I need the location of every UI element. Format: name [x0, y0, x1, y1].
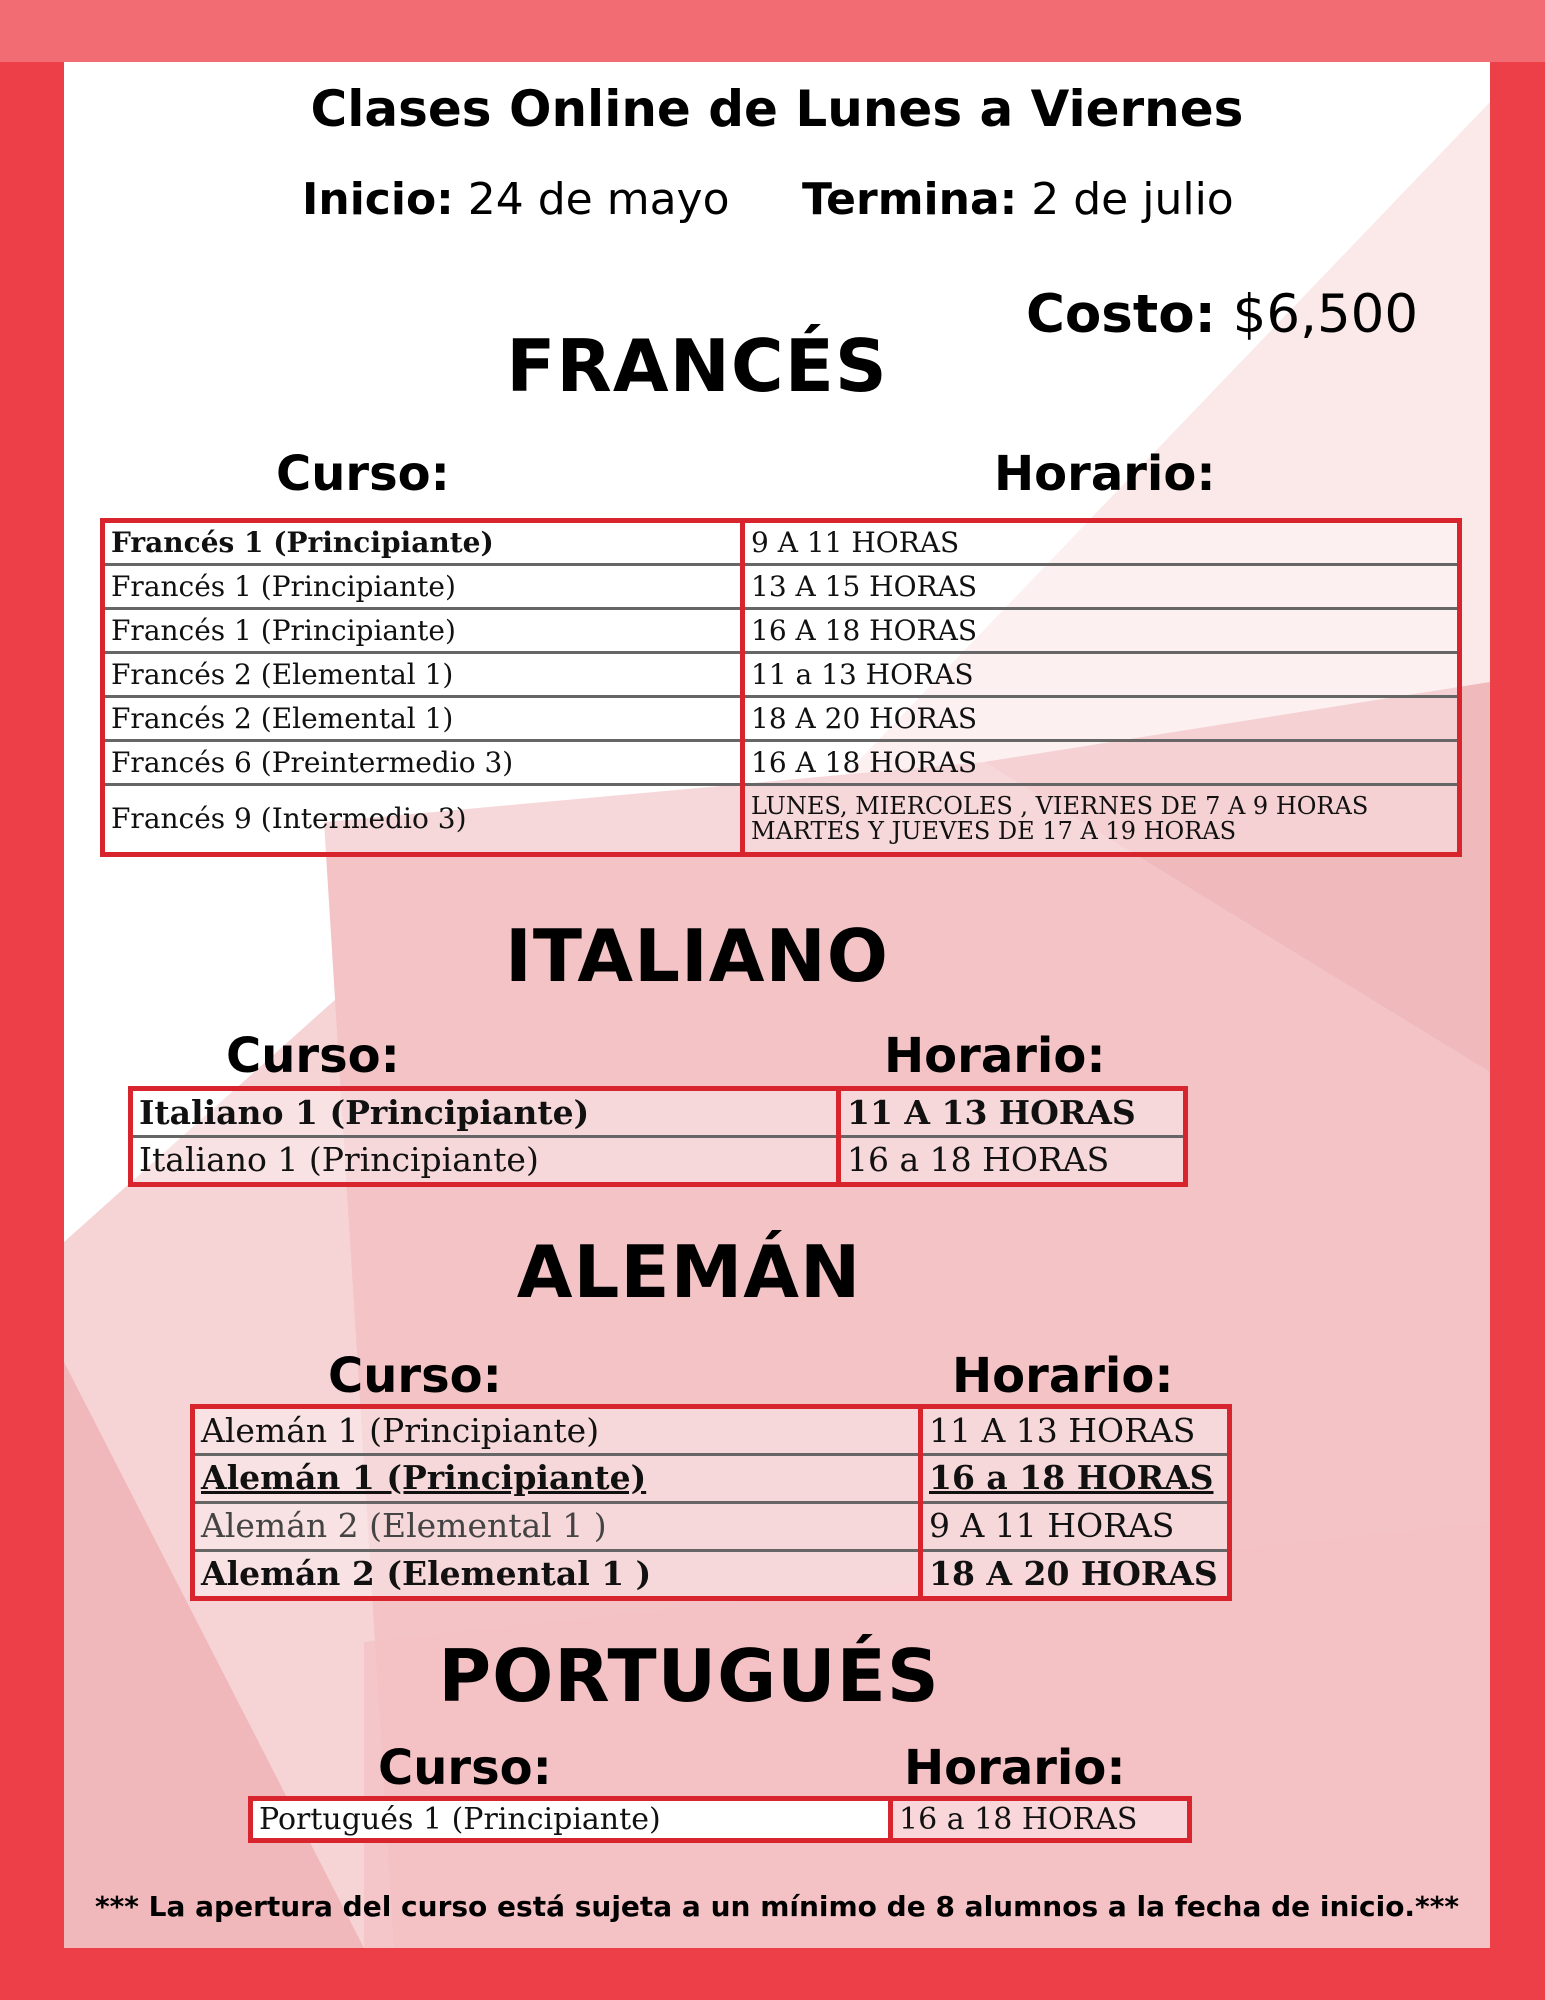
- section-title-portugues: PORTUGUÉS: [438, 1634, 940, 1718]
- start-label: Inicio:: [302, 174, 454, 225]
- table-row: [193, 1551, 1230, 1599]
- table-row: [103, 741, 1460, 785]
- italiano-course-header: Curso:: [226, 1028, 400, 1084]
- course-cell: Francés 1 (Principiante): [103, 565, 743, 609]
- aleman-schedule-header: Horario:: [952, 1348, 1174, 1404]
- flyer-page: [64, 62, 1490, 1948]
- course-cell: Francés 9 (Intermedio 3): [103, 785, 743, 855]
- italiano-table: [128, 1086, 1188, 1187]
- course-cell: Portugués 1 (Principiante): [251, 1799, 891, 1841]
- schedule-cell: 13 A 15 HORAS: [743, 565, 1460, 609]
- table-row: [103, 653, 1460, 697]
- table-row: [103, 697, 1460, 741]
- schedule-line: LUNES, MIERCOLES , VIERNES DE 7 A 9 HORAS: [751, 791, 1369, 820]
- course-cell: Alemán 1 (Principiante): [193, 1455, 921, 1503]
- page-title: Clases Online de Lunes a Viernes: [310, 80, 1244, 138]
- schedule-cell: 16 a 18 HORAS: [921, 1455, 1230, 1503]
- course-cell: Alemán 1 (Principiante): [193, 1407, 921, 1455]
- frances-table: [100, 518, 1462, 857]
- table-row: [131, 1137, 1186, 1185]
- schedule-cell: 11 A 13 HORAS: [921, 1407, 1230, 1455]
- start-value: 24 de mayo: [467, 174, 730, 225]
- section-title-aleman: ALEMÁN: [516, 1230, 862, 1314]
- aleman-table: [190, 1404, 1232, 1601]
- schedule-cell: 11 a 13 HORAS: [743, 653, 1460, 697]
- portugues-schedule-header: Horario:: [904, 1740, 1126, 1796]
- cost-value: $6,500: [1232, 284, 1419, 345]
- course-cell: Francés 2 (Elemental 1): [103, 697, 743, 741]
- portugues-course-header: Curso:: [378, 1740, 552, 1796]
- schedule-cell: 9 A 11 HORAS: [743, 521, 1460, 565]
- schedule-cell: 16 A 18 HORAS: [743, 609, 1460, 653]
- course-cell: Francés 1 (Principiante): [103, 609, 743, 653]
- course-cell: Alemán 2 (Elemental 1 ): [193, 1551, 921, 1599]
- start-date: [302, 174, 730, 225]
- table-row: [251, 1799, 1190, 1841]
- table-row: [193, 1407, 1230, 1455]
- course-cell: Italiano 1 (Principiante): [131, 1089, 839, 1137]
- section-title-frances: FRANCÉS: [506, 324, 888, 408]
- schedule-cell: 18 A 20 HORAS: [743, 697, 1460, 741]
- cost-label: Costo:: [1026, 284, 1216, 345]
- frances-course-header: Curso:: [276, 446, 450, 502]
- frame-top-band: [0, 0, 1545, 62]
- course-cell: Francés 1 (Principiante): [103, 521, 743, 565]
- table-row: [103, 521, 1460, 565]
- schedule-cell: 16 a 18 HORAS: [839, 1137, 1186, 1185]
- course-cell: Francés 2 (Elemental 1): [103, 653, 743, 697]
- schedule-cell: 16 A 18 HORAS: [743, 741, 1460, 785]
- course-cell: Italiano 1 (Principiante): [131, 1137, 839, 1185]
- schedule-cell: [743, 785, 1460, 855]
- section-title-italiano: ITALIANO: [505, 914, 889, 998]
- table-row: [131, 1089, 1186, 1137]
- portugues-table: [248, 1796, 1192, 1843]
- schedule-cell: 11 A 13 HORAS: [839, 1089, 1186, 1137]
- schedule-cell: 16 a 18 HORAS: [891, 1799, 1190, 1841]
- italiano-schedule-header: Horario:: [884, 1028, 1106, 1084]
- end-label: Termina:: [802, 174, 1018, 225]
- frances-schedule-header: Horario:: [994, 446, 1216, 502]
- schedule-cell: 18 A 20 HORAS: [921, 1551, 1230, 1599]
- end-date: [802, 174, 1234, 225]
- course-cell: Francés 6 (Preintermedio 3): [103, 741, 743, 785]
- schedule-line: MARTES Y JUEVES DE 17 A 19 HORAS: [751, 817, 1237, 845]
- table-row: [103, 565, 1460, 609]
- schedule-cell: 9 A 11 HORAS: [921, 1503, 1230, 1551]
- end-value: 2 de julio: [1031, 174, 1234, 225]
- table-row: [103, 785, 1460, 855]
- aleman-course-header: Curso:: [328, 1348, 502, 1404]
- table-row: [103, 609, 1460, 653]
- footer-note: *** La apertura del curso está sujeta a un mínimo de 8 alumnos a la fecha de inicio.***: [95, 1890, 1459, 1923]
- course-cell: Alemán 2 (Elemental 1 ): [193, 1503, 921, 1551]
- table-row: [193, 1455, 1230, 1503]
- table-row: [193, 1503, 1230, 1551]
